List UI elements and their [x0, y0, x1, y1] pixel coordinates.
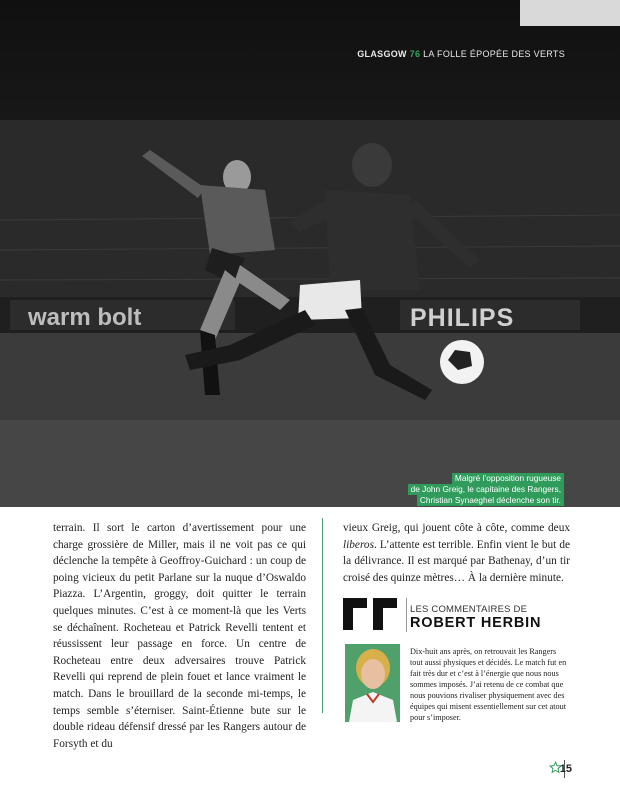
running-header — [357, 49, 565, 59]
caption-line-3: Christian Synaeghel déclenche son tir. — [417, 495, 564, 506]
photo-caption — [408, 473, 564, 506]
quote-mark-icon — [343, 598, 401, 630]
herbin-portrait — [345, 644, 400, 722]
commentary-text: Dix-huit ans après, on retrouvait les Rangers tout aussi physiques et décidés. Le match fut en fait très dur et c’est à l’énergie que nous nous sommes imposés. J’ai retenu de ce combat que nous pouvions rivaliser physiquement avec des équipes qui misent essentiellement sur cet atout pour s’imposer. — [410, 647, 567, 722]
commentary-name: ROBERT HERBIN — [410, 615, 542, 631]
column-divider — [322, 518, 323, 713]
header-glasgow: GLASGOW — [357, 49, 407, 59]
caption-line-1: Malgré l’opposition rugueuse — [452, 473, 564, 484]
article-column-right — [343, 520, 570, 586]
football — [440, 340, 484, 384]
page-number: 15 — [559, 763, 572, 775]
quote-rule — [406, 598, 407, 632]
commentary-label: LES COMMENTAIRES DE — [410, 604, 528, 615]
article-right-text: vieux Greig, qui jouent côte à côte, comme deux — [343, 522, 570, 534]
article-column-left: terrain. Il sort le carton d’avertissement pour une charge grossière de Miller, mais il ne voit pas ce qui déclenche la tempête à Geoffroy-Guichard : un coup de poing vicieux du petit Parlane sur la nuque d’Oswaldo Piazza. L’Argentin, groggy, doit quitter le terrain quelques minutes. C’est à ce moment-là que les Verts se déchaînent. Rocheteau et Patrick Revelli tentent et réussissent leur passage en force. Un centre de Rocheteau entre deux adversaires trouve Patrick Revelli qui reprend de plein fouet et lance vraiment le match. Dans le brouillard de la seconde mi-temps, le temps semble s’éterniser. Saint-Étienne bute sur le double rideau défensif dressé par les Rangers autour de Forsyth et du — [53, 522, 306, 750]
header-year: 76 — [409, 49, 421, 59]
stadium-light — [520, 0, 620, 26]
article-right-italic: liberos — [343, 538, 374, 551]
ad-right-text: PHILIPS — [410, 304, 515, 332]
caption-line-2: de John Greig, le capitaine des Rangers, — [408, 484, 564, 495]
header-title: LA FOLLE ÉPOPÉE DES VERTS — [423, 49, 565, 59]
article-right-text-end: . L’attente est terrible. Enfin vient le but de la délivrance. Il est marqué par Bathenay, d’un tir croisé des quinze mètres… À la dernière minute. — [343, 538, 570, 584]
ad-left-text: warm bolt — [28, 304, 142, 331]
